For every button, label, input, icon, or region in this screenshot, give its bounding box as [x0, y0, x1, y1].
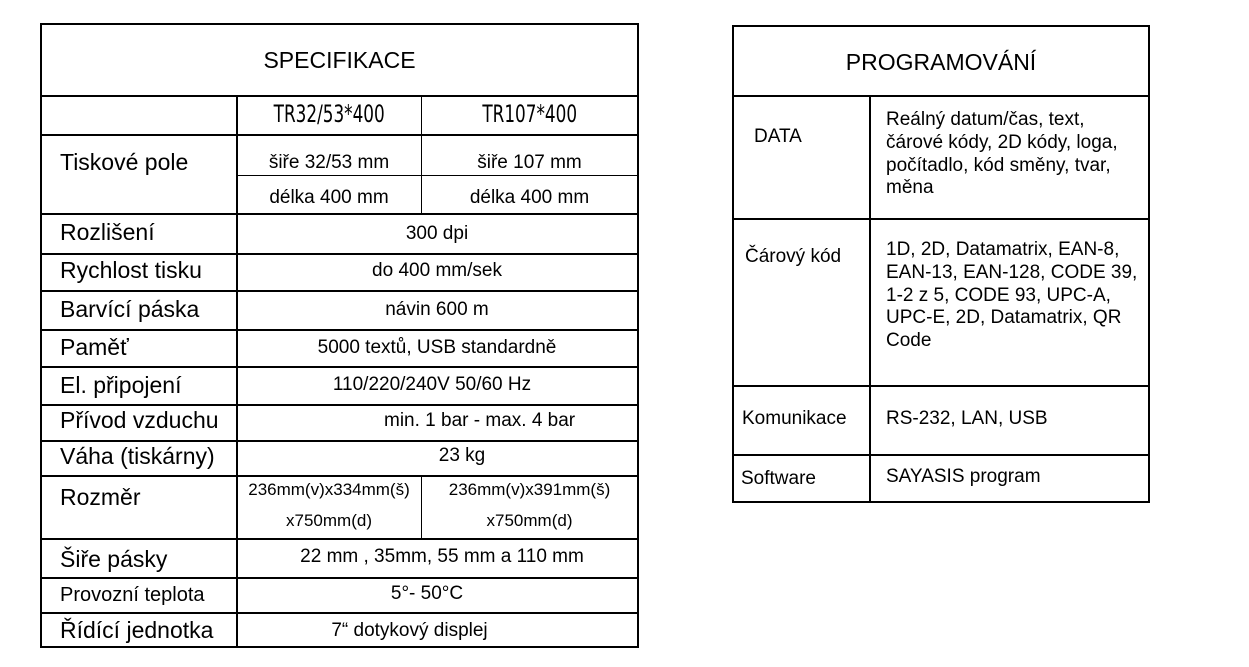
cell-value: do 400 mm/sek — [372, 260, 502, 281]
cell-value: 236mm(v)x334mm(š) — [248, 480, 410, 499]
row-divider — [42, 213, 637, 215]
row-label: Software — [741, 468, 816, 489]
cell-value: návin 600 m — [385, 299, 489, 320]
specifikace-title: SPECIFIKACE — [263, 47, 416, 73]
row-divider — [42, 612, 637, 614]
cell-value: 5000 textů, USB standardně — [317, 337, 557, 358]
cell-value: Reálný datum/čas, text, čárové kódy, 2D kódy, loga, počítadlo, kód směny, tvar, měna — [886, 109, 1118, 199]
row-label: Šiře pásky — [60, 546, 168, 572]
model-name: TR32/53*400 — [273, 100, 385, 128]
row-divider — [42, 577, 637, 579]
row-divider — [734, 95, 1148, 97]
cell-value: 300 dpi — [405, 223, 469, 244]
row-divider — [42, 253, 637, 255]
cell-value: 236mm(v)x391mm(š) — [448, 480, 611, 499]
cell-value: délka 400 mm — [469, 187, 590, 208]
row-label: Provozní teplota — [60, 584, 205, 606]
programovani-title: PROGRAMOVÁNÍ — [845, 49, 1037, 75]
cell-value: x750mm(d) — [486, 511, 573, 530]
cell-value: x750mm(d) — [286, 511, 372, 530]
row-label: Přívod vzduchu — [60, 407, 219, 433]
row-label: Barvící páska — [60, 296, 200, 322]
cell-value: 23 kg — [438, 445, 486, 466]
cell-value: šiře 107 mm — [477, 152, 582, 173]
cell-value: 7“ dotykový displej — [331, 620, 488, 641]
row-divider — [237, 175, 637, 176]
row-label: DATA — [754, 126, 802, 147]
row-label: Tiskové pole — [60, 149, 189, 175]
row-divider — [42, 95, 637, 97]
row-divider — [734, 218, 1148, 220]
row-label: Rozlišení — [60, 219, 155, 245]
model-header — [237, 101, 421, 127]
row-label: Váha (tiskárny) — [60, 443, 215, 469]
row-divider — [42, 329, 637, 331]
cell-value: RS-232, LAN, USB — [886, 408, 1048, 429]
row-label: Rozměr — [60, 484, 141, 510]
row-divider — [42, 134, 637, 136]
cell-value: šiře 32/53 mm — [268, 152, 390, 173]
row-divider — [734, 385, 1148, 387]
cell-value: 110/220/240V 50/60 Hz — [332, 374, 532, 395]
cell-value: délka 400 mm — [269, 187, 389, 208]
row-label: Čárový kód — [745, 246, 842, 267]
specifikace-table — [40, 23, 639, 648]
row-label: El. připojení — [60, 372, 182, 398]
row-divider — [734, 454, 1148, 456]
row-divider — [42, 404, 637, 406]
row-label: Řídící jednotka — [60, 617, 214, 643]
model-name: TR107*400 — [482, 100, 577, 128]
row-divider — [42, 538, 637, 540]
column-divider — [869, 95, 871, 501]
row-divider — [42, 366, 637, 368]
row-label: Rychlost tisku — [60, 257, 202, 283]
model-header — [422, 101, 637, 127]
row-divider — [42, 440, 637, 442]
cell-value: min. 1 bar - max. 4 bar — [384, 410, 576, 431]
row-label: Komunikace — [742, 408, 847, 429]
cell-value: SAYASIS program — [886, 466, 1041, 487]
row-divider — [42, 290, 637, 292]
programovani-table — [732, 25, 1150, 503]
cell-value: 5°- 50°C — [390, 583, 464, 604]
cell-value: 1D, 2D, Datamatrix, EAN-8, EAN-13, EAN-128, CODE 39, 1-2 z 5, CODE 93, UPC-A, UPC-E, 2D, Datamatrix, QR Code — [886, 239, 1138, 352]
cell-value: 22 mm , 35mm, 55 mm a 110 mm — [300, 546, 584, 567]
row-divider — [42, 475, 637, 477]
row-label: Paměť — [60, 334, 129, 360]
